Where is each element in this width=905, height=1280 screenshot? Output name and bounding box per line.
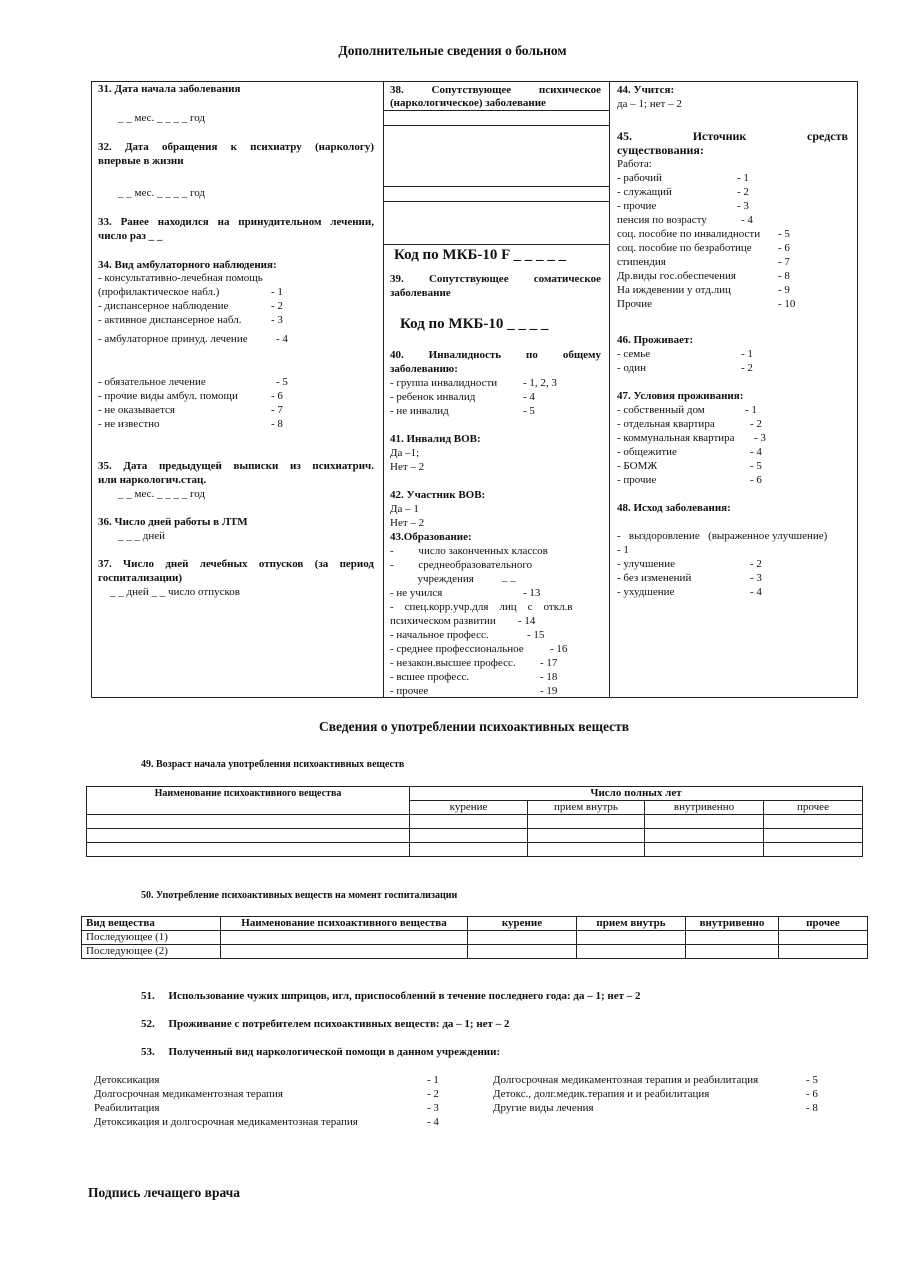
table-header: внутривенно bbox=[645, 801, 764, 815]
q39-title-line2: заболевание bbox=[390, 287, 451, 299]
table-cell[interactable] bbox=[686, 945, 779, 959]
q52: 52. Проживание с потребителем психоактивных веществ: да – 1; нет – 2 bbox=[141, 1018, 510, 1030]
q45-title-line2: существования: bbox=[617, 143, 704, 157]
table-row bbox=[82, 945, 868, 959]
table-header: Наименование психоактивного вещества bbox=[87, 787, 410, 815]
q35-date: _ _ мес. _ _ _ _ год bbox=[118, 488, 206, 500]
table-cell[interactable] bbox=[645, 815, 764, 829]
table-cell[interactable] bbox=[87, 815, 410, 829]
table-header: прочее bbox=[764, 801, 863, 815]
table-header: прочее bbox=[779, 917, 868, 931]
q48-title: 48. Исход заболевания: bbox=[617, 502, 731, 514]
q35-title-line2: или наркологич.стац. bbox=[98, 474, 207, 486]
table-cell[interactable] bbox=[779, 945, 868, 959]
q37-title-line2: госпитализации) bbox=[98, 572, 183, 584]
table-cell[interactable] bbox=[221, 945, 468, 959]
q45-title: 45. Источник средств bbox=[617, 129, 848, 143]
q50-table bbox=[81, 916, 868, 959]
q49-table bbox=[86, 786, 863, 857]
table-cell[interactable] bbox=[645, 829, 764, 843]
table-cell[interactable] bbox=[764, 829, 863, 843]
table-header: курение bbox=[468, 917, 577, 931]
q41-title: 41. Инвалид ВОВ: bbox=[390, 433, 481, 445]
table-cell[interactable] bbox=[221, 931, 468, 945]
q31-title: 31. Дата начала заболевания bbox=[98, 83, 241, 95]
q32-title-line2: впервые в жизни bbox=[98, 155, 184, 167]
q44-title: 44. Учится: bbox=[617, 84, 675, 96]
table-row bbox=[82, 931, 868, 945]
q43-title: 43.Образование: bbox=[390, 531, 472, 543]
table-cell[interactable] bbox=[410, 829, 528, 843]
table-row bbox=[87, 815, 863, 829]
q39-icd-code: Код по МКБ-10 _ _ _ _ bbox=[400, 316, 549, 332]
table-cell[interactable] bbox=[528, 815, 645, 829]
q38-title: 38. Сопутствующее психическое bbox=[390, 84, 601, 96]
table-cell[interactable] bbox=[577, 945, 686, 959]
table-cell[interactable] bbox=[468, 945, 577, 959]
signature-label: Подпись лечащего врача bbox=[88, 1185, 241, 1200]
table-cell: Последующее (2) bbox=[82, 945, 221, 959]
q46-title: 46. Проживает: bbox=[617, 334, 694, 346]
q50-title: 50. Употребление психоактивных веществ на момент госпитализации bbox=[141, 890, 458, 901]
table-cell[interactable] bbox=[528, 829, 645, 843]
table-cell[interactable] bbox=[686, 931, 779, 945]
q41-yes: Да –1; bbox=[390, 447, 420, 459]
table-header: Число полных лет bbox=[410, 787, 863, 801]
q47-title: 47. Условия проживания: bbox=[617, 390, 744, 402]
table-cell[interactable] bbox=[764, 843, 863, 857]
q40-title-line2: заболеванию: bbox=[390, 363, 458, 375]
q32-title: 32. Дата обращения к психиатру (наркологу) bbox=[98, 141, 374, 153]
table-header: курение bbox=[410, 801, 528, 815]
q38-icd-code: Код по МКБ-10 F _ _ _ _ _ bbox=[394, 247, 566, 263]
table-cell: Последующее (1) bbox=[82, 931, 221, 945]
q36-title: 36. Число дней работы в ЛТМ bbox=[98, 516, 248, 528]
table-cell[interactable] bbox=[87, 843, 410, 857]
table-cell[interactable] bbox=[410, 843, 528, 857]
q45-subtitle: Работа: bbox=[617, 158, 652, 170]
q41-no: Нет – 2 bbox=[390, 461, 425, 473]
q38-title-line2: (наркологическое) заболевание bbox=[390, 97, 546, 109]
table-cell[interactable] bbox=[577, 931, 686, 945]
table-row bbox=[87, 843, 863, 857]
q40-title: 40. Инвалидность по общему bbox=[390, 349, 601, 361]
q31-date: _ _ мес. _ _ _ _ год bbox=[118, 112, 206, 124]
q42-no: Нет – 2 bbox=[390, 517, 425, 529]
q37-value: _ _ дней _ _ число отпусков bbox=[110, 586, 240, 598]
table-header: Вид вещества bbox=[82, 917, 221, 931]
table-header: внутривенно bbox=[686, 917, 779, 931]
q42-title: 42. Участник ВОВ: bbox=[390, 489, 486, 501]
section-title: Сведения о употреблении психоактивных веществ bbox=[318, 719, 630, 734]
table-cell[interactable] bbox=[764, 815, 863, 829]
q42-yes: Да – 1 bbox=[390, 503, 419, 515]
q53-title: 53. Полученный вид наркологической помощи в данном учреждении: bbox=[141, 1046, 501, 1058]
q37-title: 37. Число дней лечебных отпусков (за период bbox=[98, 558, 374, 570]
table-cell[interactable] bbox=[779, 931, 868, 945]
q51: 51. Использование чужих шприцов, игл, приспособлений в течение последнего года: да – 1; нет – 2 bbox=[141, 990, 641, 1002]
q44-value: да – 1; нет – 2 bbox=[617, 98, 682, 110]
table-cell[interactable] bbox=[645, 843, 764, 857]
table-header: прием внутрь bbox=[577, 917, 686, 931]
q39-title: 39. Сопутствующее соматическое bbox=[390, 273, 601, 285]
page-title: Дополнительные сведения о больном bbox=[338, 43, 567, 58]
q33-title: 33. Ранее находился на принудительном лечении, bbox=[98, 216, 374, 228]
table-cell[interactable] bbox=[468, 931, 577, 945]
table-row bbox=[87, 829, 863, 843]
table-header: прием внутрь bbox=[528, 801, 645, 815]
table-cell[interactable] bbox=[410, 815, 528, 829]
q35-title: 35. Дата предыдущей выписки из психиатрич. bbox=[98, 460, 374, 472]
q49-title: 49. Возраст начала употребления психоактивных веществ bbox=[141, 759, 405, 770]
table-cell[interactable] bbox=[528, 843, 645, 857]
q34-title: 34. Вид амбулаторного наблюдения: bbox=[98, 259, 277, 271]
q33-title-line2: число раз _ _ bbox=[98, 230, 163, 242]
q36-value: _ _ _ дней bbox=[118, 530, 166, 542]
table-cell[interactable] bbox=[87, 829, 410, 843]
table-header: Наименование психоактивного вещества bbox=[221, 917, 468, 931]
q32-date: _ _ мес. _ _ _ _ год bbox=[118, 187, 206, 199]
